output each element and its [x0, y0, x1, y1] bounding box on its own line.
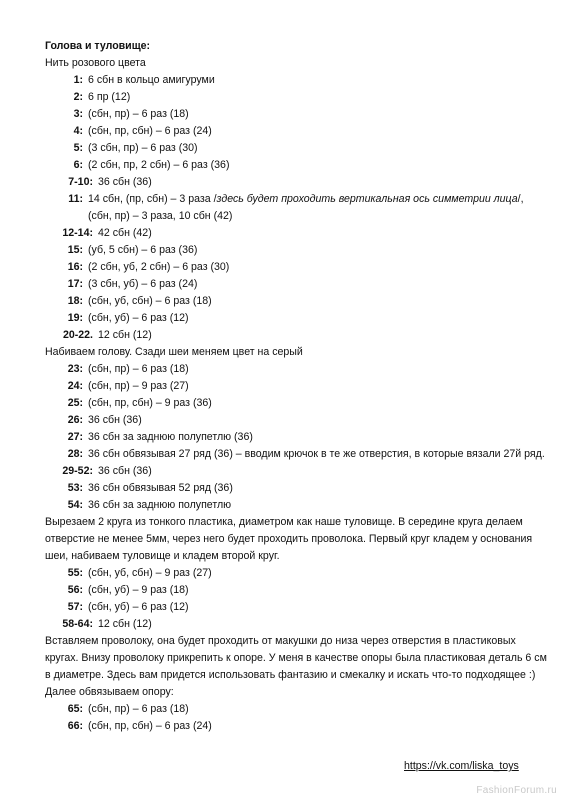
row-number: 11:: [68, 193, 83, 205]
row-number: 55:: [67, 567, 83, 579]
row-number: 66:: [67, 720, 83, 732]
pattern-row: [45, 565, 550, 582]
row-number: 58-64:: [62, 618, 93, 630]
rows-group-1: [45, 72, 550, 191]
row-number: 2:: [73, 91, 83, 103]
row-text: 6 сбн в кольцо амигуруми: [88, 74, 215, 86]
row-number: 20-22.: [62, 329, 93, 341]
pattern-row: [45, 72, 550, 89]
row-text: 36 сбн (36): [98, 176, 152, 188]
paragraph-wire: Вставляем проволоку, она будет проходить от макушки до низа через отверстия в пластиковых кругах. Внизу проволоку прикрепить к опоре. У меня в качестве опоры была пластиковая деталь 6 см в диаметре. Здесь вам придется использовать фантазию и смекалку и искать что-то подходящее :): [45, 635, 547, 681]
row-number: 56:: [67, 584, 83, 596]
paragraph-stuff-head: Набиваем голову. Сзади шеи меняем цвет на серый: [45, 346, 303, 358]
row-text: (сбн, уб, сбн) – 9 раз (27): [88, 567, 212, 579]
row-number: 25:: [67, 397, 83, 409]
row-text: 36 сбн (36): [98, 465, 152, 477]
row-number: 24:: [67, 380, 83, 392]
row-number: 57:: [67, 601, 83, 613]
rows-group-2: [45, 225, 550, 344]
pattern-row: [45, 89, 550, 106]
paragraph-plastic-circles: Вырезаем 2 круга из тонкого пластика, диаметром как наше туловище. В середине круга делаем отверстие не менее 5мм, через него будет проходить проволока. Первый круг кладем у основания шеи, набиваем туловище и кладем второй круг.: [45, 516, 533, 562]
pattern-row: [45, 599, 550, 616]
row-number: 3:: [73, 108, 83, 120]
row-text: (уб, 5 сбн) – 6 раз (36): [88, 244, 198, 256]
row-text: 36 сбн обвязывая 52 ряд (36): [88, 482, 233, 494]
pattern-row: [45, 361, 550, 378]
row-text-part: 14 сбн, (пр, сбн) – 3 раза /: [88, 193, 217, 205]
row-text: 36 сбн за заднюю полупетлю (36): [88, 431, 253, 443]
pattern-row: [45, 446, 550, 463]
pattern-row: [45, 395, 550, 412]
pattern-row: [45, 242, 550, 259]
document-body: [45, 38, 550, 735]
vk-link[interactable]: https://vk.com/liska_toys: [404, 760, 519, 772]
pattern-row: [45, 718, 550, 735]
pattern-row: [45, 293, 550, 310]
row-text: (сбн, уб) – 9 раз (18): [88, 584, 189, 596]
pattern-row: [45, 701, 550, 718]
row-number: 29-52:: [62, 465, 93, 477]
row-text: (сбн, уб, сбн) – 6 раз (18): [88, 295, 212, 307]
pattern-row: [45, 140, 550, 157]
paragraph-support: Далее обвязываем опору:: [45, 686, 174, 698]
pattern-row: [45, 412, 550, 429]
pattern-row: [45, 480, 550, 497]
row-text: (сбн, пр, сбн) – 9 раз (36): [88, 397, 212, 409]
row-text: [88, 191, 550, 225]
row-text: 36 сбн обвязывая 27 ряд (36) – вводим крючок в те же отверстия, в которые вязали 27й ряд.: [88, 448, 545, 460]
pattern-row: [45, 276, 550, 293]
row-number: 26:: [67, 414, 83, 426]
row-text: (сбн, пр) – 9 раз (27): [88, 380, 189, 392]
row-text: 36 сбн за заднюю полупетлю: [88, 499, 232, 511]
row-text: (сбн, пр) – 6 раз (18): [88, 363, 189, 375]
section-title: Голова и туловище:: [45, 40, 151, 52]
row-number: 5:: [73, 142, 83, 154]
pattern-row: [45, 582, 550, 599]
row-text: 12 сбн (12): [98, 329, 152, 341]
row-number: 54:: [67, 499, 83, 511]
rows-group-3: [45, 361, 550, 514]
row-text: (3 сбн, уб) – 6 раз (24): [88, 278, 198, 290]
row-number: 53:: [67, 482, 83, 494]
row-number: 15:: [67, 244, 83, 256]
pattern-row: [45, 327, 550, 344]
pattern-row: [45, 378, 550, 395]
pattern-row: [45, 123, 550, 140]
row-text-italic: здесь будет проходить вертикальная ось симметрии лица: [216, 193, 518, 205]
row-number: 28:: [67, 448, 83, 460]
row-number: 65:: [67, 703, 83, 715]
pattern-row: [45, 106, 550, 123]
pattern-row: [45, 310, 550, 327]
pattern-row: [45, 616, 550, 633]
rows-group-5: [45, 701, 550, 735]
row-number: 18:: [67, 295, 83, 307]
row-number: 23:: [67, 363, 83, 375]
row-number: 1:: [73, 74, 83, 86]
row-text: (сбн, уб) – 6 раз (12): [88, 601, 189, 613]
rows-group-4: [45, 565, 550, 633]
row-text: (3 сбн, пр) – 6 раз (30): [88, 142, 198, 154]
pattern-row: [45, 225, 550, 242]
row-text: 12 сбн (12): [98, 618, 152, 630]
row-number: 7-10:: [68, 176, 93, 188]
row-number: 4:: [73, 125, 83, 137]
intro-line: Нить розового цвета: [45, 57, 146, 69]
pattern-row: [45, 259, 550, 276]
row-text: (сбн, пр, сбн) – 6 раз (24): [88, 720, 212, 732]
row-text: (2 сбн, пр, 2 сбн) – 6 раз (36): [88, 159, 230, 171]
pattern-row: [45, 174, 550, 191]
row-number: 12-14:: [62, 227, 93, 239]
row-text: 6 пр (12): [88, 91, 131, 103]
pattern-row-11: [45, 191, 550, 225]
row-number: 16:: [67, 261, 83, 273]
row-number: 6:: [73, 159, 83, 171]
row-text: (сбн, уб) – 6 раз (12): [88, 312, 189, 324]
row-text-part: /, (сбн, пр) – 3 раза, 10 сбн (42): [88, 193, 524, 222]
row-text: 42 сбн (42): [98, 227, 152, 239]
row-text: (2 сбн, уб, 2 сбн) – 6 раз (30): [88, 261, 230, 273]
row-number: 17:: [67, 278, 83, 290]
row-number: 27:: [67, 431, 83, 443]
pattern-row: [45, 429, 550, 446]
pattern-row: [45, 463, 550, 480]
watermark: FashionForum.ru: [476, 785, 557, 796]
row-text: (сбн, пр) – 6 раз (18): [88, 108, 189, 120]
row-text: 36 сбн (36): [88, 414, 142, 426]
pattern-row: [45, 157, 550, 174]
row-number: 19:: [67, 312, 83, 324]
row-text: (сбн, пр, сбн) – 6 раз (24): [88, 125, 212, 137]
pattern-row: [45, 497, 550, 514]
row-text: (сбн, пр) – 6 раз (18): [88, 703, 189, 715]
